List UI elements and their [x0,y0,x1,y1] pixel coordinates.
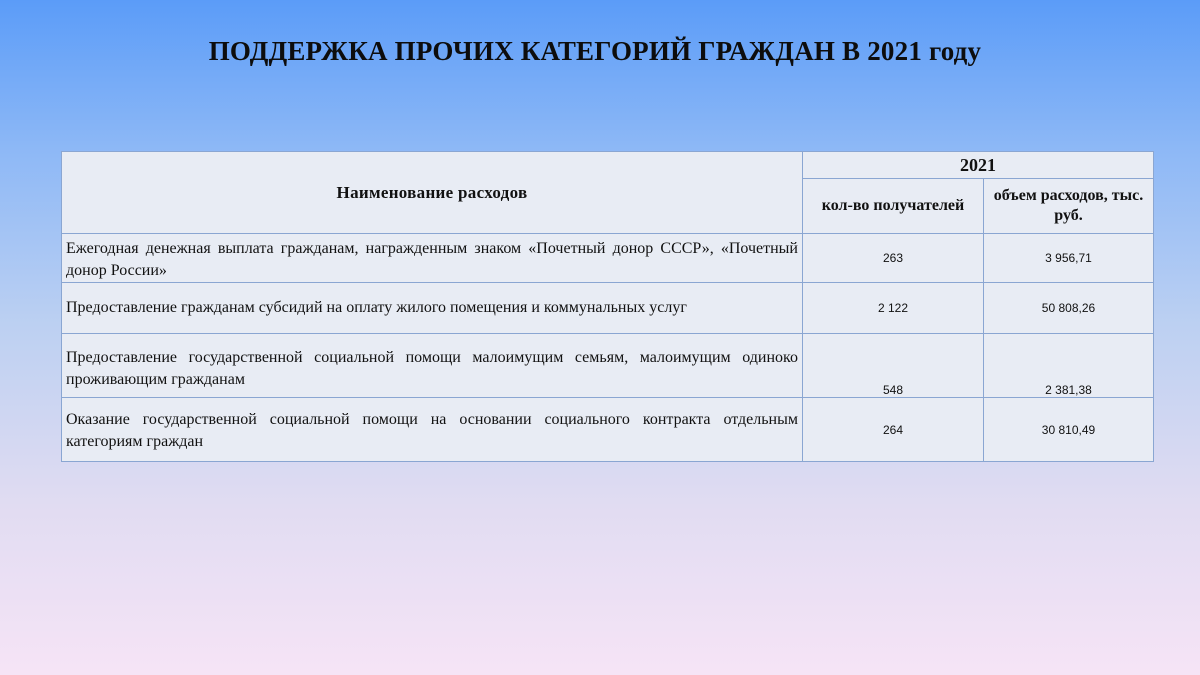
table-row [62,398,1154,462]
row-count: 263 [803,234,984,283]
row-amount: 3 956,71 [984,234,1154,283]
table-row [62,334,1154,398]
table-header-row-year [62,152,1154,179]
row-name: Предоставление государственной социальной помощи малоимущим семьям, малоимущим одиноко проживающим гражданам [62,334,803,398]
table-row [62,283,1154,334]
row-amount: 30 810,49 [984,398,1154,462]
expenses-table [61,151,1154,462]
column-header-amount: объем расходов, тыс. руб. [984,179,1154,234]
slide-title: ПОДДЕРЖКА ПРОЧИХ КАТЕГОРИЙ ГРАЖДАН В 2021 году [208,36,982,66]
row-count: 548 [803,334,984,398]
row-amount: 50 808,26 [984,283,1154,334]
row-amount: 2 381,38 [984,334,1154,398]
column-header-year: 2021 [803,152,1154,179]
column-header-count: кол-во получателей [803,179,984,234]
row-name: Предоставление гражданам субсидий на оплату жилого помещения и коммунальных услуг [62,283,803,334]
row-name: Ежегодная денежная выплата гражданам, награжденным знаком «Почетный донор СССР», «Почетный донор России» [62,234,803,283]
row-count: 264 [803,398,984,462]
row-count: 2 122 [803,283,984,334]
column-header-name: Наименование расходов [62,152,803,234]
row-name: Оказание государственной социальной помощи на основании социального контракта отдельным категориям граждан [62,398,803,462]
table-row [62,234,1154,283]
